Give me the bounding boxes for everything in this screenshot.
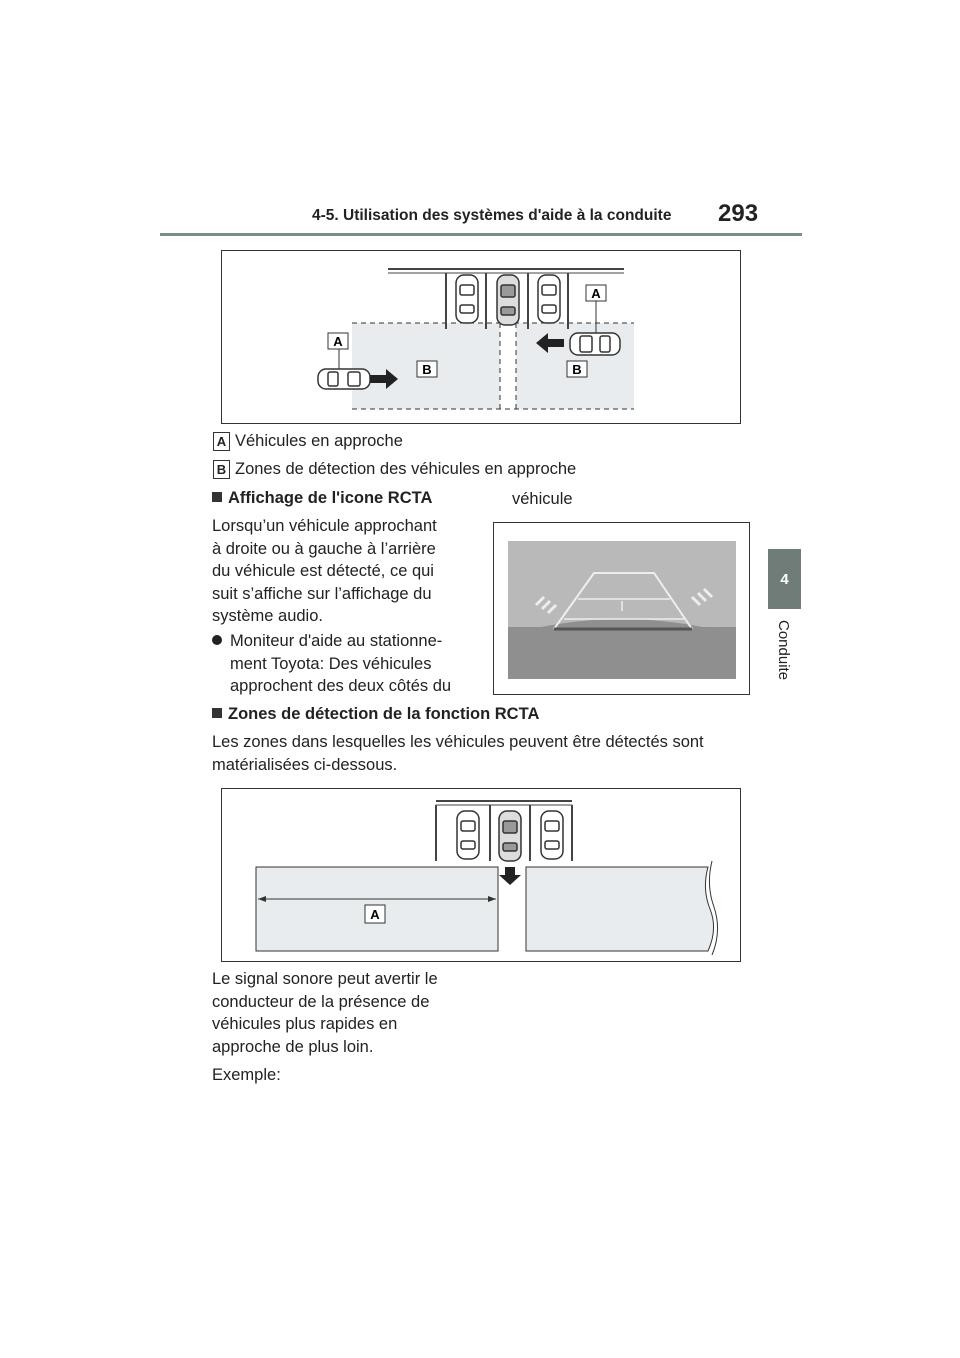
legend-key-b: B (213, 460, 230, 479)
body-line: matérialisées ci-dessous. (212, 755, 398, 774)
section-marker-icon (212, 492, 222, 502)
legend-item-b (213, 458, 576, 481)
body-line: suit s’affiche sur l’affichage du (212, 584, 432, 603)
callout-a-left (328, 333, 348, 349)
approaching-car-left (318, 369, 370, 389)
body-line: véhicules plus rapides en (212, 1015, 398, 1033)
figure-rear-camera-screen (493, 522, 750, 695)
own-vehicle (497, 275, 519, 325)
body-line: à droite ou à gauche à l’arrière (212, 539, 436, 558)
body-line: approche de plus loin. (212, 1037, 374, 1056)
rcta-icon-body (212, 515, 482, 628)
parked-car-left (457, 811, 479, 859)
bullet-line: approchent des deux côtés du (230, 677, 452, 695)
callout-a-right (586, 285, 606, 301)
zones-diagram (222, 789, 740, 961)
chapter-label-text: Conduite (775, 620, 792, 681)
svg-text:A: A (370, 907, 380, 922)
zones-body (212, 731, 752, 776)
own-vehicle (499, 811, 521, 861)
body-line: Lorsqu’un véhicule approchant (212, 517, 437, 535)
body-line: conducteur de la présence de (212, 992, 430, 1011)
continuation-text: véhicule (512, 490, 573, 508)
legend-item-a (213, 430, 403, 453)
zone-right (526, 867, 714, 951)
example-label: Exemple: (212, 1066, 281, 1084)
callout-a (365, 905, 385, 923)
bullet-icon (212, 635, 222, 645)
reverse-arrow (499, 867, 521, 885)
body-line: Les zones dans lesquelles les véhicules peuvent être détectés sont (212, 733, 704, 751)
heading-rcta-icon (212, 487, 432, 510)
svg-text:B: B (422, 362, 432, 377)
section-title: 4-5. Utilisation des systèmes d'aide à la conduite (312, 207, 672, 224)
camera-screen-illustration (494, 523, 749, 694)
svg-text:A: A (333, 334, 343, 349)
svg-text:A: A (591, 286, 601, 301)
figure-detection-zones (221, 788, 741, 962)
body-line: du véhicule est détecté, ce qui (212, 562, 434, 580)
body-line: système audio. (212, 607, 323, 625)
heading-detection-zones (212, 703, 539, 726)
callout-b-right (567, 361, 587, 377)
figure-approaching-vehicles (221, 250, 741, 424)
parked-car-right (541, 811, 563, 859)
legend-text-a: Véhicules en approche (235, 432, 403, 450)
svg-text:B: B (572, 362, 582, 377)
chapter-tab: 4 (768, 549, 801, 609)
legend-key-a: A (213, 432, 230, 451)
parked-car-1 (456, 275, 478, 323)
approaching-car-right (570, 333, 620, 355)
section-marker-icon (212, 708, 222, 718)
body-line: Le signal sonore peut avertir le (212, 970, 438, 988)
page-number: 293 (718, 200, 759, 227)
bullet-line: Moniteur d'aide au stationne- (230, 632, 443, 650)
legend-text-b: Zones de détection des véhicules en approche (235, 460, 577, 478)
bullet-line: ment Toyota: Des véhicules (230, 654, 432, 673)
parking-diagram (222, 251, 740, 423)
heading-rcta-icon-text: Affichage de l'icone RCTA (228, 489, 433, 507)
parked-car-3 (538, 275, 560, 323)
callout-b-left (417, 361, 437, 377)
heading-detection-zones-text: Zones de détection de la fonction RCTA (228, 705, 540, 723)
header-rule (160, 233, 802, 236)
closing-paragraph (212, 968, 492, 1058)
bullet-monitor (212, 630, 482, 698)
chapter-label (770, 620, 800, 700)
